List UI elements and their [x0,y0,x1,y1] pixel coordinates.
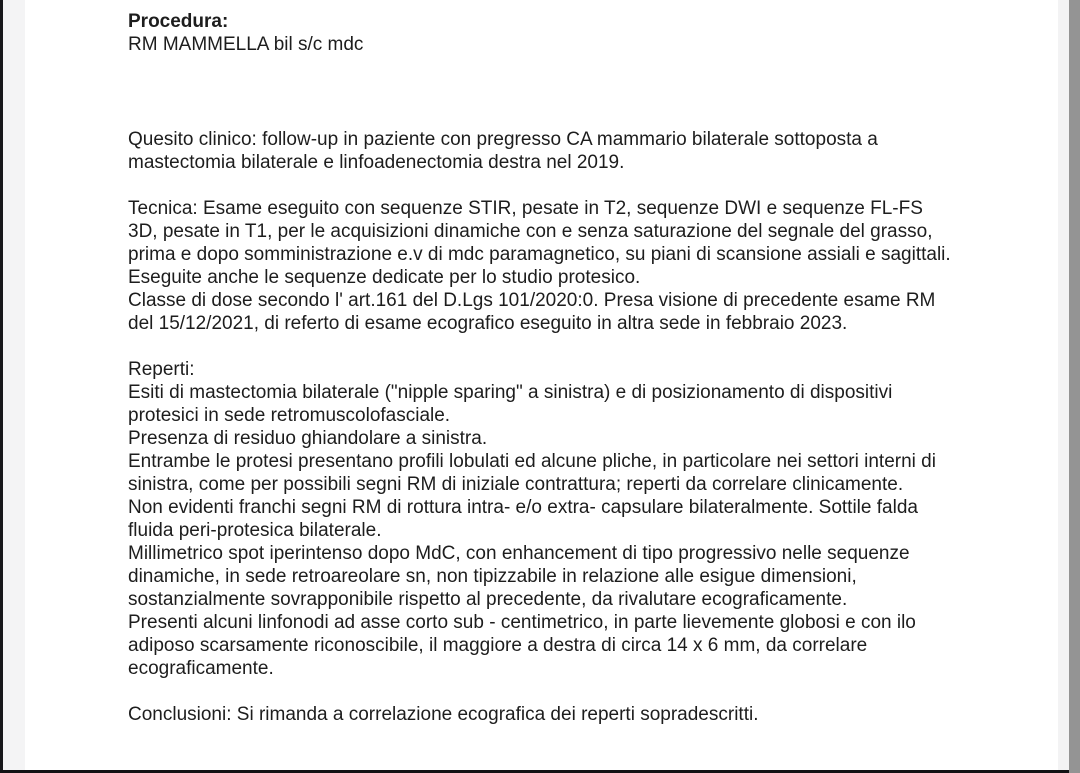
report-text-line: Tecnica: Esame eseguito con sequenze STIR, pesate in T2, sequenze DWI e sequenze FL-FS [128,198,923,219]
report-text-line: adiposo scarsamente riconoscibile, il maggiore a destra di circa 14 x 6 mm, da correlare [128,635,868,656]
report-text-line: ecograficamente. [128,658,274,679]
report-text-line: Quesito clinico: follow-up in paziente con pregresso CA mammario bilaterale sottoposta a [128,129,878,150]
paragraph-quesito-clinico [128,128,1058,174]
procedure-value: RM MAMMELLA bil s/c mdc [128,34,364,55]
report-text-line: Presenti alcuni linfonodi ad asse corto sub - centimetrico, in parte lievemente globosi e con ilo [128,612,916,633]
report-text-line: dinamiche, in sede retroareolare sn, non tipizzabile in relazione alle esigue dimensioni, [128,566,857,587]
procedure-label: Procedura: [128,11,229,32]
report-text-line: fluida peri-protesica bilaterale. [128,520,382,541]
report-text-line: Classe di dose secondo l' art.161 del D.Lgs 101/2020:0. Presa visione di precedente esame RM [128,290,936,311]
report-text-line: Eseguite anche le sequenze dedicate per lo studio protesico. [128,267,641,288]
report-text-line: protesici in sede retromuscolofasciale. [128,405,451,426]
right-page-gutter [1058,0,1069,773]
report-text-line: Presenza di residuo ghiandolare a sinistra. [128,428,488,449]
report-page [128,10,1058,726]
paragraph-conclusioni [128,703,1058,726]
report-text-line: Reperti: [128,359,195,380]
right-window-edge [1069,0,1080,773]
left-page-gutter [3,0,25,770]
report-text-line: Non evidenti franchi segni RM di rottura intra- e/o extra- capsulare bilateralmente. Sottile falda [128,497,918,518]
report-text-line: Esiti di mastectomia bilaterale ("nipple sparing" a sinistra) e di posizionamento di dispositivi [128,382,893,403]
report-text-line: mastectomia bilaterale e linfoadenectomia destra nel 2019. [128,152,625,173]
report-text-line: Entrambe le protesi presentano profili lobulati ed alcune pliche, in particolare nei settori interni di [128,451,936,472]
paragraph-tecnica [128,197,1058,335]
paragraph-reperti [128,358,1058,680]
report-text-line: Millimetrico spot iperintenso dopo MdC, con enhancement di tipo progressivo nelle sequenze [128,543,910,564]
report-text-line: sostanzialmente sovrapponibile rispetto al precedente, da rivalutare ecograficamente. [128,589,848,610]
report-text-line: Conclusioni: Si rimanda a correlazione ecografica dei reperti sopradescritti. [128,704,759,725]
report-text-line: 3D, pesate in T1, per le acquisizioni dinamiche con e senza saturazione del segnale del grasso, [128,221,933,242]
report-text-line: sinistra, come per possibili segni RM di iniziale contrattura; reperti da correlare clinicamente. [128,474,904,495]
report-text-line: del 15/12/2021, di referto di esame ecografico eseguito in altra sede in febbraio 2023. [128,313,848,334]
report-text-line: prima e dopo somministrazione e.v di mdc paramagnetico, su piani di scansione assiali e sagittali. [128,244,951,265]
